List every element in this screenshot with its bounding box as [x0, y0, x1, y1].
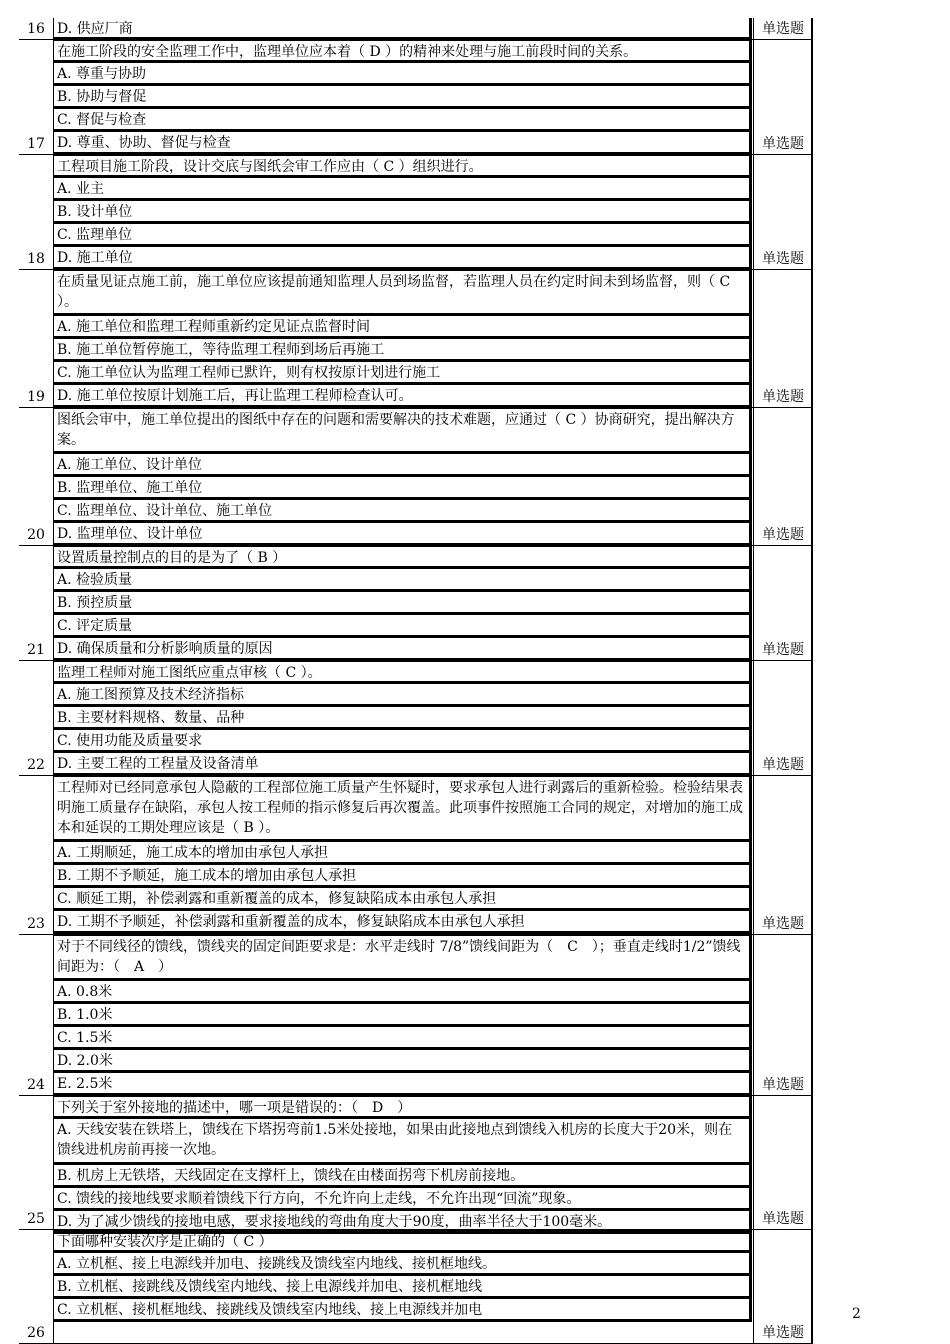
question-18 — [19, 155, 813, 270]
question-type: 单选题 — [762, 757, 804, 773]
option-row: C. 评定质量 — [54, 615, 752, 638]
option-row: C. 施工单位认为监理工程师已默许，则有权按原计划进行施工 — [54, 362, 752, 385]
question-type: 单选题 — [762, 251, 804, 267]
question-number: 26 — [27, 1325, 45, 1341]
option-row: B. 主要材料规格、数量、品种 — [54, 707, 752, 730]
option-row: D. 确保质量和分析影响质量的原因 — [54, 638, 752, 661]
question-19 — [19, 270, 813, 408]
option-row: C. 监理单位、设计单位、施工单位 — [54, 500, 752, 523]
question-21 — [19, 546, 813, 661]
option-row: B. 工期不予顺延，施工成本的增加由承包人承担 — [54, 865, 752, 888]
question-type: 单选题 — [762, 21, 804, 37]
question-type: 单选题 — [762, 527, 804, 543]
column-divider — [753, 776, 754, 935]
question-type: 单选题 — [762, 389, 804, 405]
option-row: A. 施工单位和监理工程师重新约定见证点监督时间 — [54, 316, 752, 339]
question-number: 25 — [27, 1211, 45, 1227]
question-23 — [19, 776, 813, 935]
option-row: D. 工期不予顺延，补偿剥露和重新覆盖的成本，修复缺陷成本由承包人承担 — [54, 911, 752, 934]
question-number: 18 — [27, 251, 45, 267]
option-row: A. 施工单位、设计单位 — [54, 454, 752, 477]
option-row: B. 机房上无铁塔，天线固定在支撑杆上，馈线在由楼面拐弯下机房前接地。 — [54, 1165, 752, 1188]
question-number: 16 — [27, 21, 45, 37]
column-divider — [753, 935, 754, 1096]
question-number: 17 — [27, 136, 45, 152]
question-stem: 图纸会审中，施工单位提出的图纸中存在的问题和需要解决的技术难题，应通过（ C ）协商研究，提出解决方案。 — [54, 408, 752, 454]
question-type: 单选题 — [762, 1077, 804, 1093]
option-row: D. 施工单位按原计划施工后，再让监理工程师检查认可。 — [54, 385, 752, 408]
option-row: B. 施工单位暂停施工，等待监理工程师到场后再施工 — [54, 339, 752, 362]
option-row: B. 设计单位 — [54, 201, 752, 224]
option-row: E. 2.5米 — [54, 1073, 752, 1096]
page-number: 2 — [852, 1306, 861, 1322]
option-row: D. 为了减少馈线的接地电感，要求接地线的弯曲角度大于90度，曲率半径大于100毫米。 — [54, 1211, 752, 1234]
question-stem: 在质量见证点施工前，施工单位应该提前通知监理人员到场监督，若监理人员在约定时间未到场监督，则（ C ）。 — [54, 270, 752, 316]
option-row: B. 立机框、接跳线及馈线室内地线、接上电源线并加电、接机框地线 — [54, 1276, 752, 1299]
question-type: 单选题 — [762, 916, 804, 932]
option-row: A. 尊重与协助 — [54, 63, 752, 86]
question-17 — [19, 40, 813, 155]
column-divider — [811, 776, 813, 935]
question-number: 19 — [27, 389, 45, 405]
option-row: A. 检验质量 — [54, 569, 752, 592]
question-stem: 在施工阶段的安全监理工作中，监理单位应本着（ D ）的精神来处理与施工前段时间的关系。 — [54, 40, 752, 63]
option-row: A. 0.8米 — [54, 981, 752, 1004]
question-stem: 设置质量控制点的目的是为了（ B ） — [54, 546, 752, 569]
question-number: 23 — [27, 916, 45, 932]
question-stem: 工程师对已经同意承包人隐蔽的工程部位施工质量产生怀疑时，要求承包人进行剥露后的重新检验。检验结果表明施工质量存在缺陷，承包人按工程师的指示修复后再次覆盖。此项事件按照施工合同的规定，对增加的施工成本和延误的工期处理应该是（ B ）。 — [54, 776, 752, 842]
option-row: C. 顺延工期，补偿剥露和重新覆盖的成本，修复缺陷成本由承包人承担 — [54, 888, 752, 911]
question-24 — [19, 935, 813, 1096]
option-row: D. 2.0米 — [54, 1050, 752, 1073]
option-row: C. 督促与检查 — [54, 109, 752, 132]
option-row: A. 施工图预算及技术经济指标 — [54, 684, 752, 707]
option-row: C. 馈线的接地线要求顺着馈线下行方向，不允许向上走线，不允许出现“回流”现象。 — [54, 1188, 752, 1211]
question-type: 单选题 — [762, 642, 804, 658]
option-row: D. 供应厂商 — [54, 18, 752, 40]
option-row: C. 1.5米 — [54, 1027, 752, 1050]
question-22 — [19, 661, 813, 776]
column-divider — [811, 935, 813, 1096]
question-stem: 对于不同线径的馈线，馈线夹的固定间距要求是：水平走线时 7/8”馈线间距为（ C ）；垂直走线时1/2”馈线间距为：（ A ） — [54, 935, 752, 981]
option-row: B. 1.0米 — [54, 1004, 752, 1027]
question-stem: 监理工程师对施工图纸应重点审核（ C ）。 — [54, 661, 752, 684]
question-type: 单选题 — [762, 136, 804, 152]
option-row: C. 监理单位 — [54, 224, 752, 247]
option-row: C. 使用功能及质量要求 — [54, 730, 752, 753]
question-20 — [19, 408, 813, 546]
question-26 — [19, 1230, 813, 1344]
option-row: B. 预控质量 — [54, 592, 752, 615]
question-type: 单选题 — [762, 1211, 804, 1227]
option-row: D. 主要工程的工程量及设备清单 — [54, 753, 752, 776]
option-row: A. 工期顺延，施工成本的增加由承包人承担 — [54, 842, 752, 865]
option-row: D. 尊重、协助、督促与检查 — [54, 132, 752, 155]
question-16 — [19, 18, 813, 40]
option-row: B. 监理单位、施工单位 — [54, 477, 752, 500]
question-number: 24 — [27, 1077, 45, 1093]
option-row: D. 监理单位、设计单位 — [54, 523, 752, 546]
question-number: 21 — [27, 642, 45, 658]
question-number: 20 — [27, 527, 45, 543]
option-row: C. 立机框、接机框地线、接跳线及馈线室内地线、接上电源线并加电 — [54, 1299, 752, 1322]
option-row: A. 立机框、接上电源线并加电、接跳线及馈线室内地线、接机框地线。 — [54, 1253, 752, 1276]
option-row: A. 天线安装在铁塔上，馈线在下塔拐弯前1.5米处接地，如果由此接地点到馈线入机房的长度大于20米，则在馈线进机房前再接一次地。 — [54, 1119, 752, 1165]
option-row: A. 业主 — [54, 178, 752, 201]
question-stem: 工程项目施工阶段，设计交底与图纸会审工作应由（ C ）组织进行。 — [54, 155, 752, 178]
option-row: D. 施工单位 — [54, 247, 752, 270]
question-25 — [19, 1096, 813, 1230]
question-type: 单选题 — [762, 1325, 804, 1341]
question-number: 22 — [27, 757, 45, 773]
question-stem: 下面哪种安装次序是正确的（ C ） — [54, 1230, 752, 1253]
option-row: B. 协助与督促 — [54, 86, 752, 109]
question-stem: 下列关于室外接地的描述中，哪一项是错误的：（ D ） — [54, 1096, 752, 1119]
